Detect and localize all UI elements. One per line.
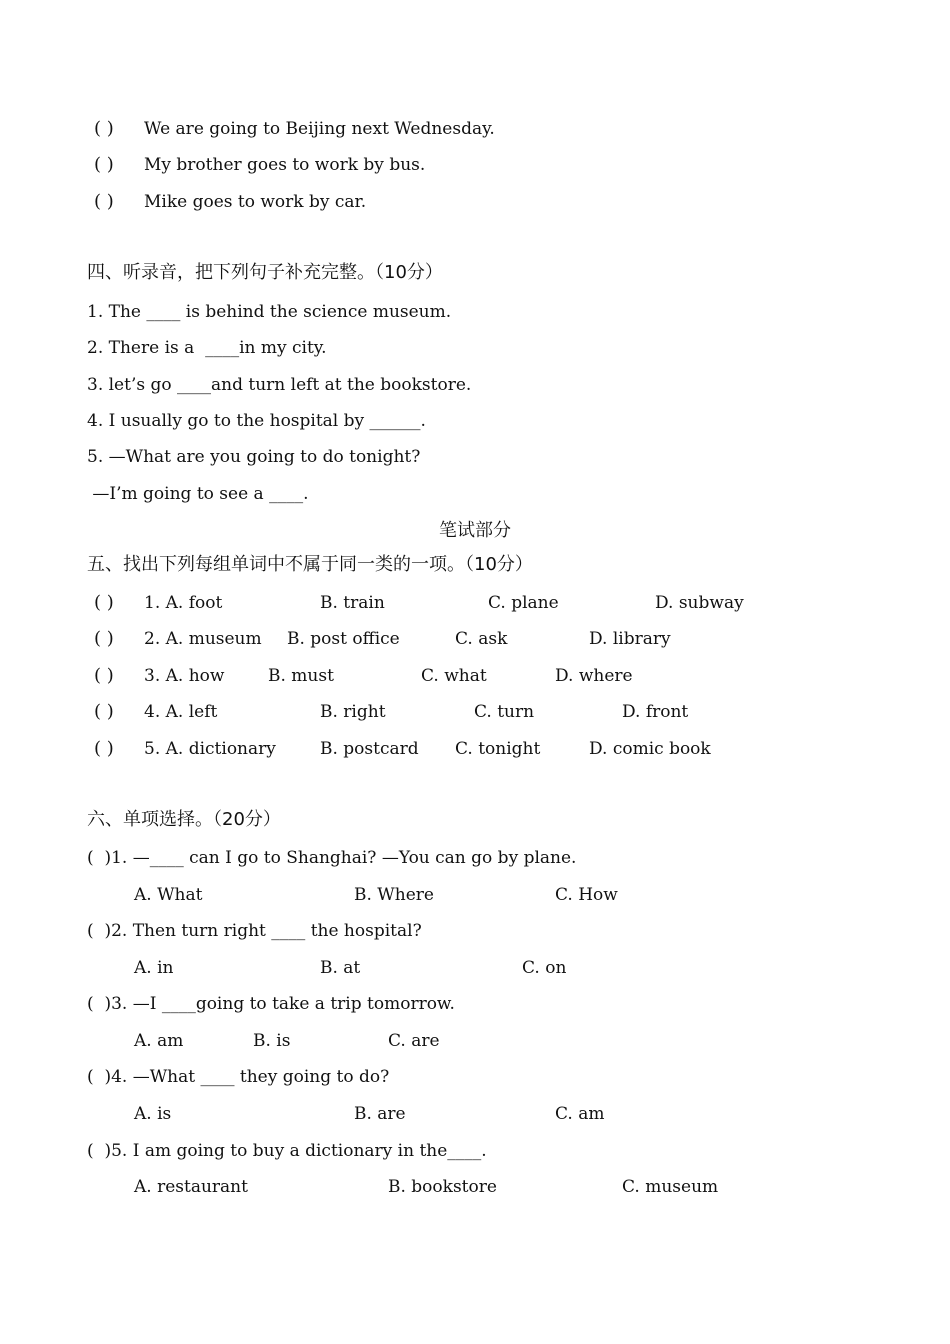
option-d: D. subway: [655, 593, 744, 613]
statement-text: My brother goes to work by bus.: [144, 155, 426, 175]
answer-paren[interactable]: ( ): [94, 738, 114, 759]
option-c: C. turn: [474, 702, 535, 722]
option-d: D. front: [622, 702, 689, 722]
option-d: D. where: [555, 666, 633, 686]
statement-text: Mike goes to work by car.: [144, 192, 367, 212]
choice-c: C. on: [522, 958, 567, 978]
choice-a: A. in: [134, 958, 174, 978]
fill-sentence: —I’m going to see a ____.: [87, 484, 309, 504]
answer-paren[interactable]: ( ): [94, 118, 114, 139]
choice-b: B. are: [354, 1104, 406, 1124]
option-d: D. comic book: [589, 739, 711, 759]
choice-b: B. at: [320, 958, 361, 978]
choice-b: B. bookstore: [388, 1177, 497, 1197]
answer-paren[interactable]: ( ): [94, 154, 114, 175]
answer-paren[interactable]: ( ): [94, 191, 114, 212]
fill-sentence: 1. The ____ is behind the science museum.: [87, 302, 452, 322]
option-a: 2. A. museum: [144, 629, 262, 649]
option-b: B. postcard: [320, 739, 419, 759]
answer-paren[interactable]: ( ): [94, 665, 114, 686]
choice-a: A. am: [134, 1031, 184, 1051]
question-text: ( )1. —____ can I go to Shanghai? —You can go by plane.: [87, 848, 577, 868]
answer-paren[interactable]: ( ): [94, 628, 114, 649]
question-text: ( )2. Then turn right ____ the hospital?: [87, 921, 422, 941]
option-d: D. library: [589, 629, 671, 649]
fill-sentence: 5. —What are you going to do tonight?: [87, 447, 421, 467]
answer-paren[interactable]: ( ): [94, 592, 114, 613]
choice-c: C. am: [555, 1104, 605, 1124]
option-a: 5. A. dictionary: [144, 739, 276, 759]
option-b: B. must: [268, 666, 334, 686]
question-text: ( )5. I am going to buy a dictionary in the____.: [87, 1141, 487, 1161]
option-b: B. right: [320, 702, 386, 722]
question-text: ( )4. —What ____ they going to do?: [87, 1067, 390, 1087]
choice-b: B. Where: [354, 885, 434, 905]
option-a: 4. A. left: [144, 702, 218, 722]
question-text: ( )3. —I ____going to take a trip tomorrow.: [87, 994, 455, 1014]
choice-a: A. is: [134, 1104, 172, 1124]
answer-paren[interactable]: ( ): [94, 701, 114, 722]
section-6-heading: 六、单项选择。（20分）: [87, 809, 281, 830]
fill-sentence: 4. I usually go to the hospital by ______.: [87, 411, 426, 431]
option-a: 3. A. how: [144, 666, 225, 686]
statement-text: We are going to Beijing next Wednesday.: [144, 119, 495, 139]
option-a: 1. A. foot: [144, 593, 223, 613]
written-part-title: 笔试部分: [439, 520, 511, 541]
fill-sentence: 3. let’s go ____and turn left at the bookstore.: [87, 375, 472, 395]
choice-c: C. museum: [622, 1177, 719, 1197]
option-b: B. post office: [287, 629, 400, 649]
option-b: B. train: [320, 593, 385, 613]
choice-a: A. restaurant: [134, 1177, 248, 1197]
section-5-heading: 五、找出下列每组单词中不属于同一类的一项。（10分）: [87, 554, 533, 575]
option-c: C. plane: [488, 593, 559, 613]
choice-b: B. is: [253, 1031, 291, 1051]
choice-c: C. How: [555, 885, 618, 905]
option-c: C. ask: [455, 629, 508, 649]
fill-sentence: 2. There is a ____in my city.: [87, 338, 327, 358]
option-c: C. what: [421, 666, 487, 686]
section-4-heading: 四、听录音，把下列句子补充完整。（10分）: [87, 262, 443, 283]
choice-a: A. What: [134, 885, 203, 905]
option-c: C. tonight: [455, 739, 541, 759]
choice-c: C. are: [388, 1031, 440, 1051]
